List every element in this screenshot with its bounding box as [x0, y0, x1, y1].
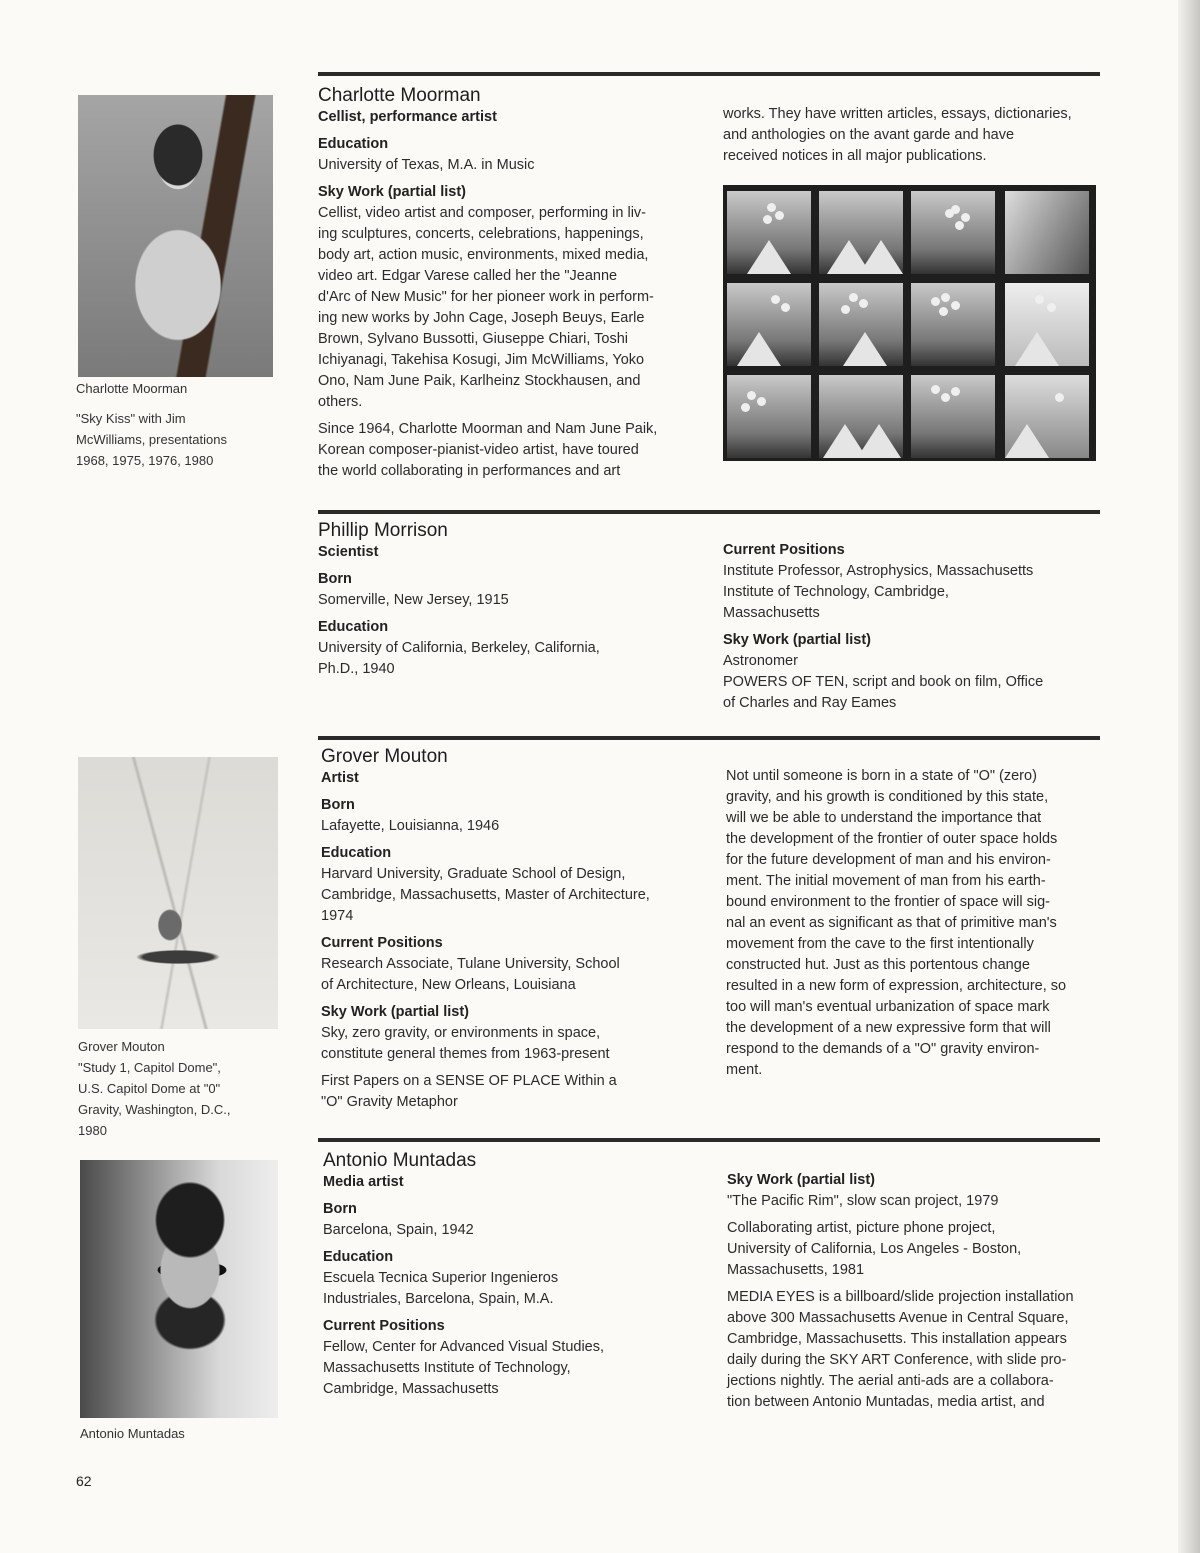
text-line: bound environment to the frontier of space will sig- [726, 894, 1051, 910]
section-rule [318, 510, 1100, 514]
text-line: Cambridge, Massachusetts. This installation appears [727, 1331, 1067, 1347]
positions-label: Current Positions [723, 542, 845, 558]
text-line: for the future development of man and his environ- [726, 852, 1051, 868]
text-line: Collaborating artist, picture phone project, [727, 1220, 996, 1236]
section-rule [318, 72, 1100, 76]
text-line: of Architecture, New Orleans, Louisiana [321, 977, 576, 993]
skywork-text [723, 651, 1098, 714]
education-text [318, 638, 698, 680]
essay-paragraph [726, 766, 1101, 1081]
photo-frame [1005, 191, 1089, 274]
text-line: ment. The initial movement of man from his earth- [726, 873, 1046, 889]
positions-text [321, 954, 701, 996]
moorman-left-column [318, 85, 698, 488]
born-text: Somerville, New Jersey, 1915 [318, 592, 509, 608]
caption-line: Gravity, Washington, D.C., [78, 1102, 231, 1117]
skywork-label: Sky Work (partial list) [318, 184, 466, 200]
text-line: POWERS OF TEN, script and book on film, Office [723, 674, 1044, 690]
education-label: Education [321, 845, 392, 861]
education-label: Education [323, 1249, 394, 1265]
text-line: too will man's eventual urbanization of space mark [726, 999, 1050, 1015]
photo-frame [727, 375, 811, 458]
mouton-left-column [321, 746, 701, 1119]
text-line: Institute Professor, Astrophysics, Massachusetts [723, 563, 1034, 579]
entry-name: Grover Mouton [321, 746, 448, 767]
text-line: daily during the SKY ART Conference, with slide pro- [727, 1352, 1067, 1368]
text-line: Institute of Technology, Cambridge, [723, 584, 949, 600]
entry-role: Scientist [318, 544, 379, 560]
muntadas-left-column [323, 1150, 703, 1406]
caption-antonio-muntadas [80, 1423, 185, 1444]
caption-line: U.S. Capitol Dome at "0" [78, 1081, 221, 1096]
text-line: gravity, and his growth is conditioned by this state, [726, 789, 1049, 805]
collab-text [727, 1218, 1102, 1281]
section-rule [318, 736, 1100, 740]
education-text [323, 1268, 703, 1310]
positions-label: Current Positions [323, 1318, 445, 1334]
page-number: 62 [76, 1473, 92, 1489]
text-line: Sky, zero gravity, or environments in space, [321, 1025, 601, 1041]
text-line: 1974 [321, 908, 354, 924]
text-line: Fellow, Center for Advanced Visual Studies, [323, 1339, 605, 1355]
text-line: movement from the cave to the first intentionally [726, 936, 1034, 952]
photo-frame [727, 283, 811, 366]
text-line: MEDIA EYES is a billboard/slide projection installation [727, 1289, 1074, 1305]
skywork-label: Sky Work (partial list) [723, 632, 871, 648]
text-line: Ichiyanagi, Takehisa Kosugi, Jim McWilliams, Yoko [318, 352, 645, 368]
text-line: Research Associate, Tulane University, School [321, 956, 620, 972]
text-line: Astronomer [723, 653, 798, 669]
photo-frame [727, 191, 811, 274]
text-line: the development of the frontier of outer space holds [726, 831, 1058, 847]
text-line: others. [318, 394, 363, 410]
text-line: above 300 Massachusetts Avenue in Central Square, [727, 1310, 1069, 1326]
text-line: body art, action music, environments, mixed media, [318, 247, 649, 263]
photo-frame [1005, 375, 1089, 458]
entry-name: Phillip Morrison [318, 520, 448, 541]
photo-frame [911, 191, 995, 274]
text-line: Cambridge, Massachusetts [323, 1381, 499, 1397]
section-rule [318, 1138, 1100, 1142]
caption-charlotte-moorman [76, 378, 227, 471]
caption-grover-mouton [78, 1036, 230, 1141]
born-label: Born [318, 571, 352, 587]
text-line: Since 1964, Charlotte Moorman and Nam June Paik, [318, 421, 658, 437]
skywork-text [321, 1023, 701, 1065]
positions-label: Current Positions [321, 935, 443, 951]
text-line: video art. Edgar Varese called her the "Jeanne [318, 268, 618, 284]
caption-line: "Study 1, Capitol Dome", [78, 1060, 221, 1075]
text-line: will we be able to understand the importance that [726, 810, 1042, 826]
skywork-label: Sky Work (partial list) [321, 1004, 469, 1020]
text-line: Ph.D., 1940 [318, 661, 395, 677]
text-line: nal an event as significant as that of primitive man's [726, 915, 1057, 931]
text-line: d'Arc of New Music" for her pioneer work in perform- [318, 289, 654, 305]
entry-name: Charlotte Moorman [318, 85, 481, 106]
caption-line: 1968, 1975, 1976, 1980 [76, 453, 214, 468]
skywork-label: Sky Work (partial list) [727, 1172, 875, 1188]
skywork-text [727, 1191, 1102, 1212]
photo-frame [911, 375, 995, 458]
text-line: respond to the demands of a "O" gravity environ- [726, 1041, 1040, 1057]
caption-line: Charlotte Moorman [76, 381, 188, 396]
text-line: the world collaborating in performances and art [318, 463, 621, 479]
text-line: University of California, Los Angeles - Boston, [727, 1241, 1022, 1257]
text-line: First Papers on a SENSE OF PLACE Within a [321, 1073, 617, 1089]
text-line: received notices in all major publications. [723, 148, 987, 164]
text-line: constitute general themes from 1963-present [321, 1046, 610, 1062]
caption-line: Grover Mouton [78, 1039, 165, 1054]
photo-frame [819, 283, 903, 366]
positions-text [323, 1337, 703, 1400]
text-line: "O" Gravity Metaphor [321, 1094, 458, 1110]
media-eyes-paragraph [727, 1287, 1102, 1413]
text-line: Cellist, video artist and composer, performing in liv- [318, 205, 646, 221]
continued-paragraph [723, 104, 1098, 167]
text-line: constructed hut. Just as this portentous change [726, 957, 1030, 973]
entry-role: Media artist [323, 1174, 404, 1190]
papers-text [321, 1071, 701, 1113]
morrison-right-column [723, 540, 1098, 720]
education-label: Education [318, 619, 389, 635]
text-line: Massachusetts, 1981 [727, 1262, 865, 1278]
text-line: works. They have written articles, essays, dictionaries, [723, 106, 1072, 122]
moorman-right-column [723, 104, 1098, 173]
caption-line: Antonio Muntadas [80, 1426, 185, 1441]
text-line: tion between Antonio Muntadas, media artist, and [727, 1394, 1045, 1410]
photo-frame [911, 283, 995, 366]
text-line: the development of a new expressive form that will [726, 1020, 1051, 1036]
muntadas-right-column [727, 1170, 1102, 1419]
education-text: University of Texas, M.A. in Music [318, 157, 535, 173]
photo-frame [1005, 283, 1089, 366]
text-line: Industriales, Barcelona, Spain, M.A. [323, 1291, 554, 1307]
text-line: ing sculptures, concerts, celebrations, happenings, [318, 226, 644, 242]
drawing-capitol-dome [78, 757, 278, 1029]
photo-frame [819, 191, 903, 274]
morrison-left-column [318, 520, 698, 686]
photo-antonio-muntadas [80, 1160, 278, 1418]
text-line: Escuela Tecnica Superior Ingenieros [323, 1270, 559, 1286]
born-label: Born [323, 1201, 357, 1217]
text-line: ment. [726, 1062, 763, 1078]
text-line: "The Pacific Rim", slow scan project, 1979 [727, 1193, 999, 1209]
book-spine-shadow [1178, 0, 1200, 1553]
since-paragraph [318, 419, 698, 482]
entry-role: Artist [321, 770, 359, 786]
education-text [321, 864, 701, 927]
caption-line: McWilliams, presentations [76, 432, 227, 447]
photo-charlotte-moorman [78, 95, 273, 377]
text-line: jections nightly. The aerial anti-ads are a collabora- [727, 1373, 1054, 1389]
positions-text [723, 561, 1098, 624]
text-line: Not until someone is born in a state of "O" (zero) [726, 768, 1037, 784]
entry-role: Cellist, performance artist [318, 109, 497, 125]
photo-frame [819, 375, 903, 458]
text-line: University of California, Berkeley, California, [318, 640, 600, 656]
text-line: Brown, Sylvano Bussotti, Giuseppe Chiari, Toshi [318, 331, 629, 347]
text-line: and anthologies on the avant garde and have [723, 127, 1015, 143]
text-line: ing new works by John Cage, Joseph Beuys, Earle [318, 310, 645, 326]
contact-sheet-balloons [723, 185, 1096, 461]
born-text: Barcelona, Spain, 1942 [323, 1222, 474, 1238]
mouton-right-column [726, 766, 1101, 1087]
text-line: Ono, Nam June Paik, Karlheinz Stockhausen, and [318, 373, 641, 389]
text-line: Cambridge, Massachusetts, Master of Architecture, [321, 887, 650, 903]
text-line: Massachusetts Institute of Technology, [323, 1360, 571, 1376]
text-line: Massachusetts [723, 605, 820, 621]
text-line: of Charles and Ray Eames [723, 695, 897, 711]
skywork-text [318, 203, 698, 413]
entry-name: Antonio Muntadas [323, 1150, 477, 1171]
caption-line: "Sky Kiss" with Jim [76, 411, 186, 426]
text-line: resulted in a new form of expression, architecture, so [726, 978, 1067, 994]
caption-line: 1980 [78, 1123, 107, 1138]
text-line: Harvard University, Graduate School of Design, [321, 866, 626, 882]
education-label: Education [318, 136, 389, 152]
text-line: Korean composer-pianist-video artist, have toured [318, 442, 639, 458]
born-label: Born [321, 797, 355, 813]
born-text: Lafayette, Louisianna, 1946 [321, 818, 500, 834]
